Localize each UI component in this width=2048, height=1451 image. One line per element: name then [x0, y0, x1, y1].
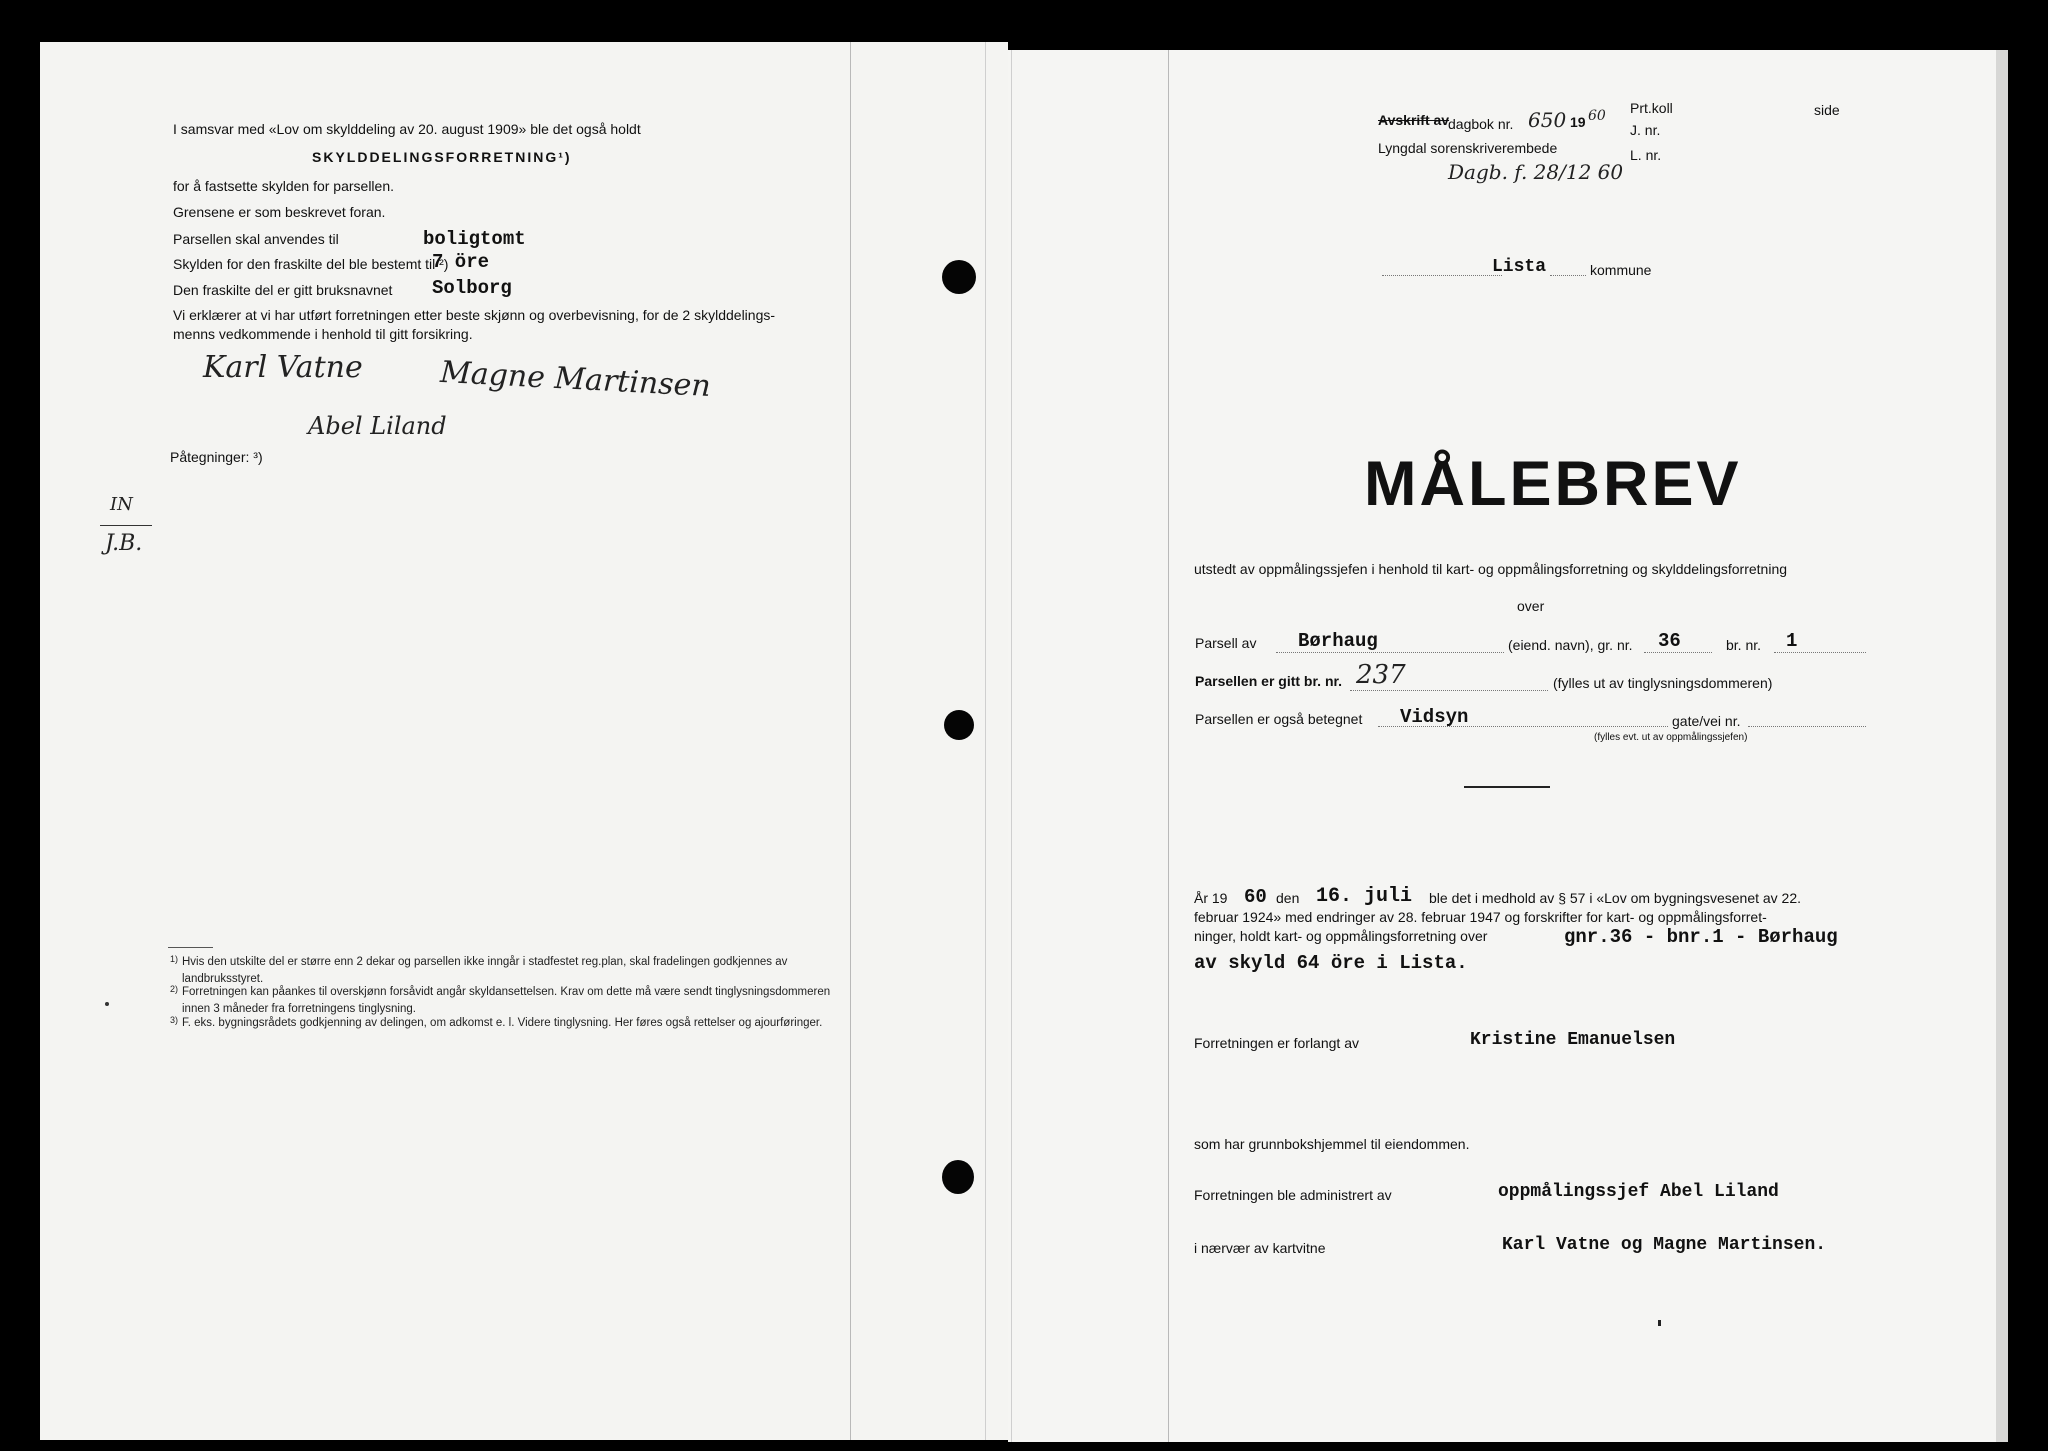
l-nr-label: L. nr.: [1630, 147, 1662, 163]
skyld-value: 7 öre: [432, 251, 490, 273]
witness-value: Karl Vatne og Magne Martinsen.: [1502, 1235, 1827, 1255]
binding-line: [850, 42, 851, 1440]
office-name: Lyngdal sorenskriverembede: [1378, 140, 1558, 156]
use-value: boligtomt: [423, 228, 526, 250]
handwritten-ref: Dagb. f. 28/12 60: [1448, 160, 1624, 184]
over-label: over: [1517, 598, 1545, 614]
forlangt-value: Kristine Emanuelsen: [1470, 1030, 1676, 1050]
name-value: Solborg: [432, 277, 512, 299]
date-value: 16. juli: [1316, 885, 1413, 908]
admin-value: oppmålingssjef Abel Liland: [1498, 1182, 1779, 1202]
intro-text: I samsvar med «Lov om skylddeling av 20. august 1909» ble det også holdt: [173, 121, 641, 137]
kommune-rule-right: [1550, 275, 1586, 276]
dagbok-value: 650: [1528, 108, 1567, 132]
right-page: [1008, 50, 2008, 1442]
gitt-value: 237: [1356, 660, 1406, 690]
side-label: side: [1814, 102, 1840, 118]
gate-note: (fylles evt. ut av oppmålingssjefen): [1594, 732, 1748, 743]
footnote-3: [170, 1015, 847, 1032]
section-heading: SKYLDDELINGSFORRETNING¹): [312, 149, 572, 165]
kommune-label: kommune: [1590, 262, 1652, 278]
speck: [1658, 1320, 1661, 1326]
punch-hole: [942, 1160, 974, 1194]
page-edge-line: [1011, 50, 1012, 1442]
witness-label: i nærvær av kartvitne: [1194, 1240, 1326, 1256]
admin-label: Forretningen ble administrert av: [1194, 1187, 1392, 1203]
margin-note-top: IN: [110, 494, 133, 515]
footnote-1-text: Hvis den utskilte del er større enn 2 dekar og parsellen ikke inngår i stadfestet reg.plan, skal fradelingen godkjennes av landbruksstyret.: [182, 956, 788, 985]
ar-label: År 19: [1194, 890, 1228, 906]
speck: [105, 1002, 109, 1006]
betegnet-rule: [1378, 726, 1668, 727]
prt-koll-label: Prt.koll: [1630, 100, 1673, 116]
purpose-line: for å fastsette skylden for parsellen.: [173, 178, 394, 194]
signature-abel-liland: Abel Liland: [308, 412, 447, 440]
skyld-label: Skylden for den fraskilte del ble bestemt til ²): [173, 256, 449, 272]
document-title: MÅLEBREV: [1364, 449, 1742, 519]
j-nr-label: J. nr.: [1630, 122, 1661, 138]
page-stack-edge: [1996, 50, 2008, 1442]
declaration-line-2: menns vedkommende i henhold til gitt forsikring.: [173, 326, 473, 342]
year-prefix: 19: [1570, 114, 1586, 130]
section-divider: [1464, 786, 1550, 788]
signature-karl-vatne: Karl Vatne: [203, 350, 363, 385]
year-text-1: ble det i medhold av § 57 i «Lov om bygningsvesenet av 22.: [1429, 890, 1802, 906]
borders-line: Grensene er som beskrevet foran.: [173, 204, 386, 220]
footnote-separator: [168, 947, 213, 948]
betegnet-value: Vidsyn: [1400, 706, 1469, 728]
betegnet-label: Parsellen er også betegnet: [1195, 711, 1363, 727]
forlangt-label: Forretningen er forlangt av: [1194, 1035, 1359, 1051]
br-nr-label: br. nr.: [1726, 637, 1762, 653]
parsell-rule: [1276, 652, 1504, 653]
gate-rule: [1748, 726, 1866, 727]
year-text-3: ninger, holdt kart- og oppmålingsforretning over: [1194, 928, 1488, 944]
year-suffix: 60: [1588, 108, 1606, 124]
br-nr-rule: [1774, 652, 1866, 653]
use-label: Parsellen skal anvendes til: [173, 231, 339, 247]
gate-label: gate/vei nr.: [1672, 713, 1741, 729]
issued-by: utstedt av oppmålingssjefen i henhold til kart- og oppmålingsforretning og skylddelingsforretning: [1194, 561, 1788, 577]
typed-skyld: av skyld 64 öre i Lista.: [1194, 952, 1468, 974]
parsell-value: Børhaug: [1298, 630, 1378, 652]
year-text-2: februar 1924» med endringer av 28. februar 1947 og forskrifter for kart- og oppmålingsforret-: [1194, 909, 1767, 925]
margin-note-bottom: J.B.: [105, 531, 143, 556]
eiend-label: (eiend. navn), gr. nr.: [1508, 637, 1633, 653]
binding-line: [1168, 50, 1169, 1442]
punch-hole: [944, 710, 974, 740]
punch-hole: [942, 260, 976, 294]
signature-magne-martinsen: Magne Martinsen: [439, 354, 712, 405]
footnote-3-number: 3): [170, 1015, 179, 1025]
br-nr-value: 1: [1786, 630, 1798, 652]
hjemmel-text: som har grunnbokshjemmel til eiendommen.: [1194, 1136, 1470, 1152]
gitt-note: (fylles ut av tinglysningsdommeren): [1553, 675, 1773, 691]
footnote-1-number: 1): [170, 954, 179, 964]
margin-note-rule: [100, 525, 152, 526]
footnote-2-text: Forretningen kan påankes til overskjønn forsåvidt angår skyldansettelsen. Krav om dette må være sendt tinglysningsdommeren innen 3 måneder fra forretningens tinglysning.: [182, 986, 831, 1015]
typed-property: gnr.36 - bnr.1 - Børhaug: [1564, 926, 1838, 948]
name-label: Den fraskilte del er gitt bruksnavnet: [173, 282, 393, 298]
gitt-rule: [1350, 690, 1548, 691]
page-edge-line: [985, 42, 986, 1440]
kommune-value: Lista: [1492, 257, 1547, 277]
footnote-3-text: F. eks. bygningsrådets godkjenning av delingen, om adkomst e. l. Videre tinglysning. Her føres også rettelser og ajourføringer.: [182, 1017, 823, 1029]
gr-nr-value: 36: [1658, 630, 1681, 652]
den-label: den: [1276, 890, 1300, 906]
footnote-2: [170, 984, 847, 1018]
dagbok-label: dagbok nr.: [1448, 116, 1514, 132]
footnote-2-number: 2): [170, 984, 179, 994]
notes-label: Påtegninger: ³): [170, 449, 263, 465]
kommune-rule: [1382, 275, 1502, 276]
left-page: [40, 42, 1008, 1440]
ar-year: 60: [1244, 886, 1267, 908]
gitt-label: Parsellen er gitt br. nr.: [1195, 673, 1343, 689]
gr-nr-rule: [1644, 652, 1712, 653]
declaration-line-1: Vi erklærer at vi har utført forretningen etter beste skjønn og overbevisning, for de 2 skylddelings-: [173, 307, 776, 323]
parsell-label: Parsell av: [1195, 635, 1257, 651]
footnote-1: [170, 954, 847, 988]
avskrift-label: Avskrift av: [1378, 112, 1450, 128]
